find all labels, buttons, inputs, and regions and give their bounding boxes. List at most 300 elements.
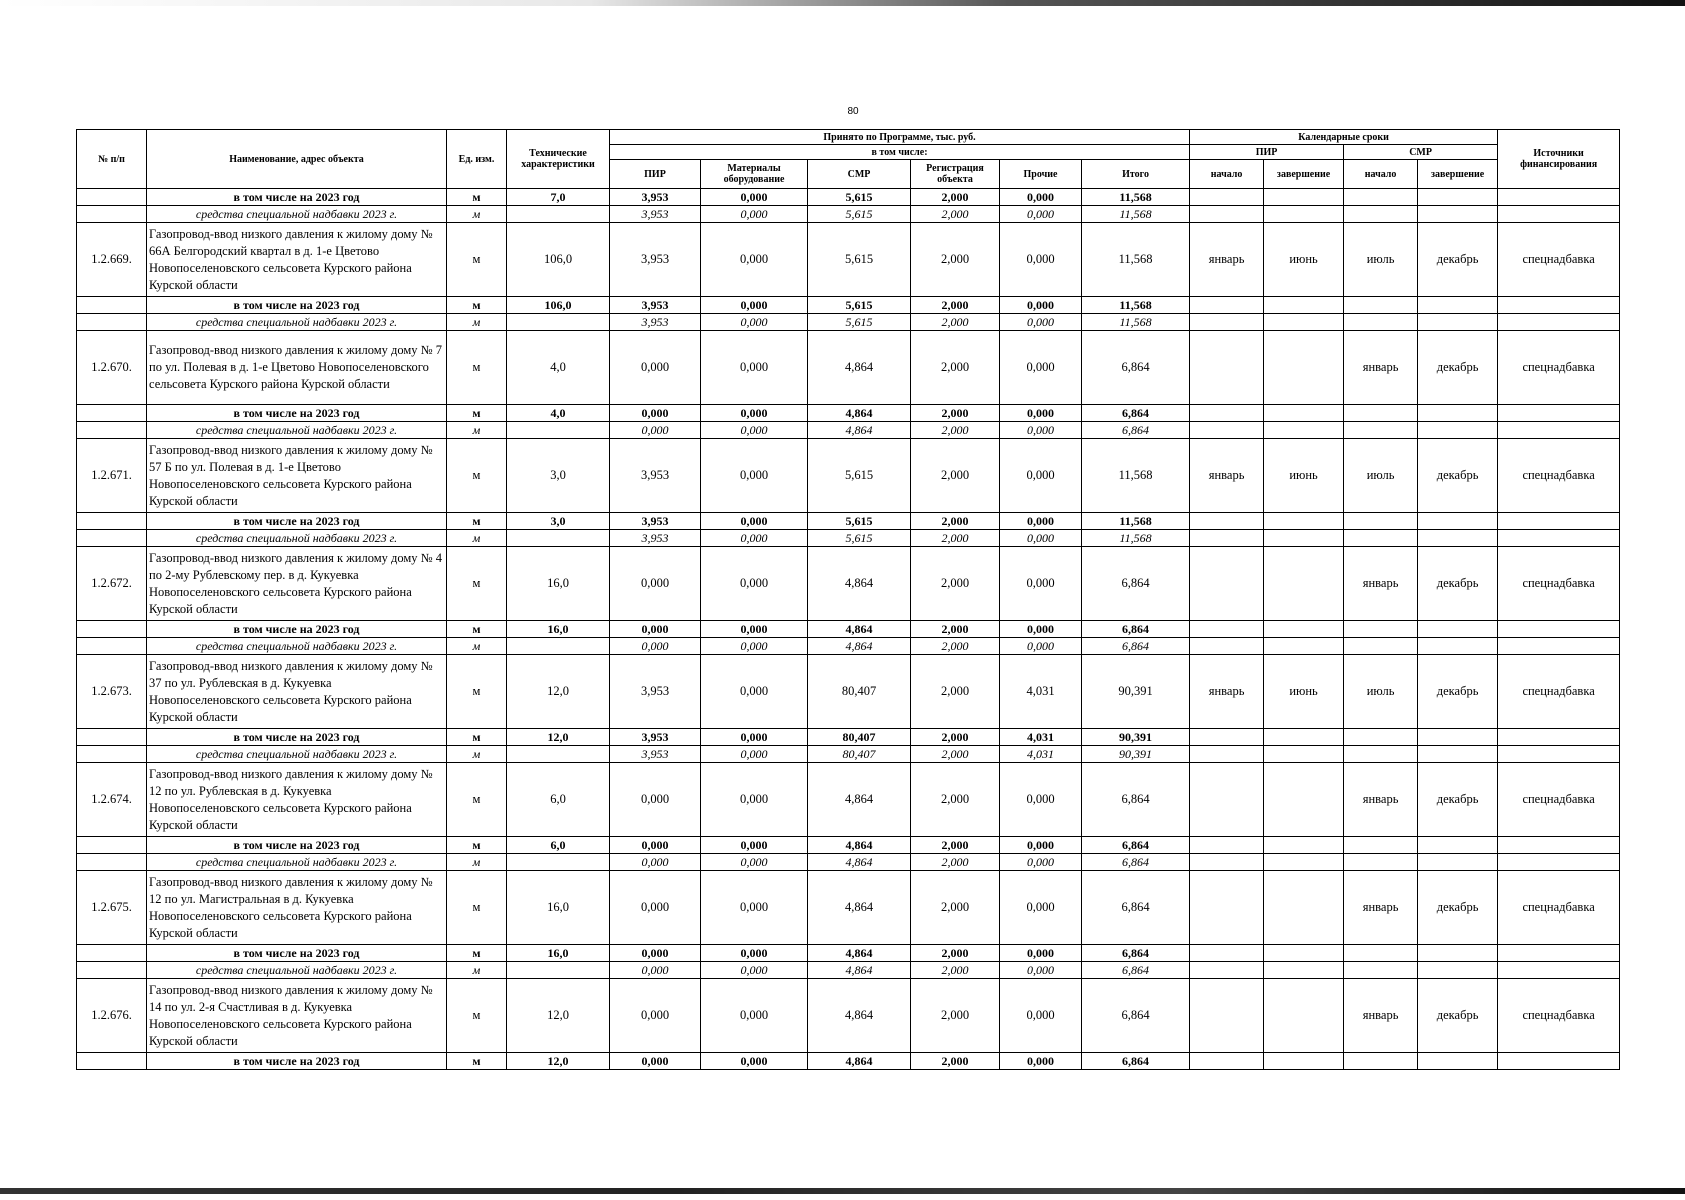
cost-smr: 4,864 bbox=[808, 331, 911, 405]
special-fund-row bbox=[77, 854, 1620, 871]
object-row bbox=[77, 439, 1620, 513]
empty-cell bbox=[1418, 638, 1498, 655]
empty-cell bbox=[1498, 189, 1620, 206]
empty-cell bbox=[1264, 530, 1344, 547]
calendar-smr-end: декабрь bbox=[1418, 763, 1498, 837]
funding-source: спецнадбавка bbox=[1498, 979, 1620, 1053]
empty-cell bbox=[1344, 189, 1418, 206]
empty-cell bbox=[1498, 837, 1620, 854]
row-number: 1.2.674. bbox=[77, 763, 147, 837]
cost-other: 0,000 bbox=[1000, 945, 1082, 962]
cost-pir: 0,000 bbox=[610, 763, 701, 837]
accepted-header: Принято по Программе, тыс. руб. bbox=[610, 130, 1190, 145]
cost-mat: 0,000 bbox=[701, 638, 808, 655]
empty-cell bbox=[1190, 314, 1264, 331]
cost-mat: 0,000 bbox=[701, 422, 808, 439]
row-number: 1.2.669. bbox=[77, 223, 147, 297]
empty-cell bbox=[1498, 206, 1620, 223]
tech-value bbox=[507, 638, 610, 655]
cost-reg: 2,000 bbox=[911, 331, 1000, 405]
cost-mat: 0,000 bbox=[701, 746, 808, 763]
cost-reg: 2,000 bbox=[911, 314, 1000, 331]
unit: м bbox=[447, 638, 507, 655]
unit: м bbox=[447, 871, 507, 945]
calendar-pir-start: январь bbox=[1190, 439, 1264, 513]
cost-mat: 0,000 bbox=[701, 945, 808, 962]
cost-reg: 2,000 bbox=[911, 854, 1000, 871]
tech-value: 106,0 bbox=[507, 297, 610, 314]
tech-value bbox=[507, 530, 610, 547]
empty-cell bbox=[1264, 638, 1344, 655]
calendar-pir-end bbox=[1264, 763, 1344, 837]
empty-cell bbox=[1418, 1053, 1498, 1070]
row-number bbox=[77, 962, 147, 979]
empty-cell bbox=[1190, 962, 1264, 979]
special-fund-label: средства специальной надбавки 2023 г. bbox=[147, 854, 447, 871]
empty-cell bbox=[1190, 422, 1264, 439]
empty-cell bbox=[1264, 854, 1344, 871]
calendar-smr-end: декабрь bbox=[1418, 331, 1498, 405]
cost-reg: 2,000 bbox=[911, 945, 1000, 962]
empty-cell bbox=[1190, 837, 1264, 854]
empty-cell bbox=[1190, 206, 1264, 223]
empty-cell bbox=[1418, 746, 1498, 763]
cost-smr: 4,864 bbox=[808, 763, 911, 837]
tech-value: 12,0 bbox=[507, 655, 610, 729]
cost-other: 0,000 bbox=[1000, 1053, 1082, 1070]
empty-cell bbox=[1264, 945, 1344, 962]
cost-reg: 2,000 bbox=[911, 746, 1000, 763]
subtotal-label: в том числе на 2023 год bbox=[147, 729, 447, 746]
row-number bbox=[77, 314, 147, 331]
empty-cell bbox=[1344, 297, 1418, 314]
subtotal-label: в том числе на 2023 год bbox=[147, 621, 447, 638]
cost-reg: 2,000 bbox=[911, 871, 1000, 945]
cost-smr: 5,615 bbox=[808, 530, 911, 547]
cost-reg: 2,000 bbox=[911, 655, 1000, 729]
special-fund-label: средства специальной надбавки 2023 г. bbox=[147, 962, 447, 979]
cost-pir: 0,000 bbox=[610, 638, 701, 655]
empty-cell bbox=[1264, 746, 1344, 763]
special-fund-row bbox=[77, 206, 1620, 223]
special-fund-label: средства специальной надбавки 2023 г. bbox=[147, 314, 447, 331]
empty-cell bbox=[1418, 297, 1498, 314]
empty-cell bbox=[1344, 314, 1418, 331]
cost-reg: 2,000 bbox=[911, 547, 1000, 621]
special-fund-label: средства специальной надбавки 2023 г. bbox=[147, 530, 447, 547]
cost-reg: 2,000 bbox=[911, 297, 1000, 314]
empty-cell bbox=[1264, 962, 1344, 979]
cost-mat: 0,000 bbox=[701, 405, 808, 422]
cost-other: 0,000 bbox=[1000, 513, 1082, 530]
scan-edge-top bbox=[0, 0, 1685, 6]
unit: м bbox=[447, 331, 507, 405]
empty-cell bbox=[1418, 189, 1498, 206]
empty-cell bbox=[1498, 314, 1620, 331]
cost-smr: 5,615 bbox=[808, 513, 911, 530]
cost-other: 0,000 bbox=[1000, 837, 1082, 854]
subtotal-label: в том числе на 2023 год bbox=[147, 1053, 447, 1070]
empty-cell bbox=[1190, 854, 1264, 871]
cost-smr: 4,864 bbox=[808, 979, 911, 1053]
cost-mat: 0,000 bbox=[701, 297, 808, 314]
object-name: Газопровод-ввод низкого давления к жилому дому № 4 по 2-му Рублевскому пер. в д. Кукуевка Новопоселеновского сельсовета Курского района Курской области bbox=[147, 547, 447, 621]
cost-mat: 0,000 bbox=[701, 979, 808, 1053]
scan-edge-bottom bbox=[0, 1188, 1685, 1194]
cost-reg: 2,000 bbox=[911, 206, 1000, 223]
cost-smr: 5,615 bbox=[808, 206, 911, 223]
subtotal-label: в том числе на 2023 год bbox=[147, 945, 447, 962]
cost-reg: 2,000 bbox=[911, 439, 1000, 513]
cal-pir-header: ПИР bbox=[1190, 145, 1344, 160]
cost-mat: 0,000 bbox=[701, 729, 808, 746]
unit: м bbox=[447, 314, 507, 331]
cost-reg: 2,000 bbox=[911, 837, 1000, 854]
cost-other: 0,000 bbox=[1000, 621, 1082, 638]
subtotal-label: в том числе на 2023 год bbox=[147, 405, 447, 422]
funding-source: спецнадбавка bbox=[1498, 331, 1620, 405]
funding-source: спецнадбавка bbox=[1498, 439, 1620, 513]
cost-total: 6,864 bbox=[1082, 962, 1190, 979]
year-subtotal-row bbox=[77, 837, 1620, 854]
cost-mat: 0,000 bbox=[701, 439, 808, 513]
row-number bbox=[77, 837, 147, 854]
funding-source: спецнадбавка bbox=[1498, 655, 1620, 729]
row-number bbox=[77, 1053, 147, 1070]
cost-other: 0,000 bbox=[1000, 962, 1082, 979]
cost-total: 6,864 bbox=[1082, 638, 1190, 655]
cost-pir: 0,000 bbox=[610, 962, 701, 979]
cost-mat: 0,000 bbox=[701, 871, 808, 945]
calendar-smr-start: январь bbox=[1344, 871, 1418, 945]
cost-mat: 0,000 bbox=[701, 547, 808, 621]
tech-value: 12,0 bbox=[507, 1053, 610, 1070]
col-pir-start-header: начало bbox=[1190, 160, 1264, 189]
cost-pir: 3,953 bbox=[610, 314, 701, 331]
cost-reg: 2,000 bbox=[911, 223, 1000, 297]
cost-other: 0,000 bbox=[1000, 979, 1082, 1053]
empty-cell bbox=[1418, 405, 1498, 422]
cost-total: 11,568 bbox=[1082, 189, 1190, 206]
cost-total: 90,391 bbox=[1082, 655, 1190, 729]
tech-value: 7,0 bbox=[507, 189, 610, 206]
unit: м bbox=[447, 547, 507, 621]
empty-cell bbox=[1344, 854, 1418, 871]
cost-other: 0,000 bbox=[1000, 206, 1082, 223]
row-number: 1.2.670. bbox=[77, 331, 147, 405]
row-number: 1.2.672. bbox=[77, 547, 147, 621]
cost-mat: 0,000 bbox=[701, 513, 808, 530]
funding-source: спецнадбавка bbox=[1498, 547, 1620, 621]
row-number bbox=[77, 621, 147, 638]
empty-cell bbox=[1190, 513, 1264, 530]
unit: м bbox=[447, 439, 507, 513]
empty-cell bbox=[1418, 729, 1498, 746]
empty-cell bbox=[1264, 729, 1344, 746]
cost-mat: 0,000 bbox=[701, 189, 808, 206]
cost-total: 6,864 bbox=[1082, 621, 1190, 638]
tech-value: 4,0 bbox=[507, 405, 610, 422]
tech-value bbox=[507, 314, 610, 331]
cost-pir: 3,953 bbox=[610, 206, 701, 223]
calendar-pir-start bbox=[1190, 763, 1264, 837]
cost-total: 6,864 bbox=[1082, 422, 1190, 439]
unit: м bbox=[447, 763, 507, 837]
empty-cell bbox=[1264, 422, 1344, 439]
tech-value: 16,0 bbox=[507, 621, 610, 638]
cost-other: 4,031 bbox=[1000, 746, 1082, 763]
calendar-smr-end: декабрь bbox=[1418, 871, 1498, 945]
object-row bbox=[77, 331, 1620, 405]
cost-reg: 2,000 bbox=[911, 1053, 1000, 1070]
cost-pir: 3,953 bbox=[610, 297, 701, 314]
cost-smr: 80,407 bbox=[808, 746, 911, 763]
cost-pir: 3,953 bbox=[610, 746, 701, 763]
cost-mat: 0,000 bbox=[701, 223, 808, 297]
tech-value: 12,0 bbox=[507, 979, 610, 1053]
cost-reg: 2,000 bbox=[911, 530, 1000, 547]
calendar-smr-start: июль bbox=[1344, 439, 1418, 513]
special-fund-row bbox=[77, 530, 1620, 547]
cost-smr: 80,407 bbox=[808, 655, 911, 729]
cost-smr: 5,615 bbox=[808, 189, 911, 206]
empty-cell bbox=[1344, 405, 1418, 422]
tech-value bbox=[507, 962, 610, 979]
cost-mat: 0,000 bbox=[701, 314, 808, 331]
special-fund-row bbox=[77, 746, 1620, 763]
empty-cell bbox=[1498, 854, 1620, 871]
row-number bbox=[77, 729, 147, 746]
col-name-header: Наименование, адрес объекта bbox=[147, 130, 447, 189]
cost-other: 0,000 bbox=[1000, 223, 1082, 297]
cost-pir: 3,953 bbox=[610, 530, 701, 547]
object-row bbox=[77, 979, 1620, 1053]
cost-total: 6,864 bbox=[1082, 837, 1190, 854]
row-number bbox=[77, 405, 147, 422]
calendar-smr-start: июль bbox=[1344, 223, 1418, 297]
cost-smr: 4,864 bbox=[808, 945, 911, 962]
empty-cell bbox=[1418, 206, 1498, 223]
cost-reg: 2,000 bbox=[911, 638, 1000, 655]
empty-cell bbox=[1344, 837, 1418, 854]
cost-mat: 0,000 bbox=[701, 530, 808, 547]
cost-pir: 0,000 bbox=[610, 621, 701, 638]
cost-mat: 0,000 bbox=[701, 837, 808, 854]
empty-cell bbox=[1344, 962, 1418, 979]
col-smr-end-header: завершение bbox=[1418, 160, 1498, 189]
cost-smr: 4,864 bbox=[808, 854, 911, 871]
empty-cell bbox=[1190, 1053, 1264, 1070]
empty-cell bbox=[1190, 729, 1264, 746]
cost-other: 0,000 bbox=[1000, 189, 1082, 206]
subtotal-label: в том числе на 2023 год bbox=[147, 837, 447, 854]
object-name: Газопровод-ввод низкого давления к жилому дому № 14 по ул. 2-я Счастливая в д. Кукуевка Новопоселеновского сельсовета Курского района Курской области bbox=[147, 979, 447, 1053]
unit: м bbox=[447, 297, 507, 314]
empty-cell bbox=[1418, 962, 1498, 979]
cost-other: 4,031 bbox=[1000, 729, 1082, 746]
object-row bbox=[77, 871, 1620, 945]
calendar-pir-start bbox=[1190, 547, 1264, 621]
cost-pir: 0,000 bbox=[610, 405, 701, 422]
calendar-pir-end bbox=[1264, 871, 1344, 945]
empty-cell bbox=[1344, 513, 1418, 530]
empty-cell bbox=[1190, 530, 1264, 547]
empty-cell bbox=[1190, 405, 1264, 422]
tech-value bbox=[507, 422, 610, 439]
empty-cell bbox=[1264, 206, 1344, 223]
cost-pir: 3,953 bbox=[610, 513, 701, 530]
empty-cell bbox=[1190, 746, 1264, 763]
year-subtotal-row bbox=[77, 513, 1620, 530]
cost-mat: 0,000 bbox=[701, 206, 808, 223]
col-pir-header: ПИР bbox=[610, 160, 701, 189]
year-subtotal-row bbox=[77, 1053, 1620, 1070]
cost-pir: 0,000 bbox=[610, 871, 701, 945]
empty-cell bbox=[1190, 297, 1264, 314]
cost-pir: 0,000 bbox=[610, 1053, 701, 1070]
empty-cell bbox=[1344, 945, 1418, 962]
cost-total: 11,568 bbox=[1082, 530, 1190, 547]
cost-pir: 0,000 bbox=[610, 547, 701, 621]
cost-other: 0,000 bbox=[1000, 763, 1082, 837]
unit: м bbox=[447, 655, 507, 729]
unit: м bbox=[447, 621, 507, 638]
empty-cell bbox=[1418, 513, 1498, 530]
object-name: Газопровод-ввод низкого давления к жилому дому № 66А Белгородский квартал в д. 1-е Цветово Новопоселеновского сельсовета Курского района Курской области bbox=[147, 223, 447, 297]
empty-cell bbox=[1264, 314, 1344, 331]
special-fund-row bbox=[77, 314, 1620, 331]
cost-total: 6,864 bbox=[1082, 405, 1190, 422]
col-tech-header: Технические характеристики bbox=[507, 130, 610, 189]
cost-total: 90,391 bbox=[1082, 729, 1190, 746]
empty-cell bbox=[1418, 314, 1498, 331]
cost-total: 6,864 bbox=[1082, 979, 1190, 1053]
cost-mat: 0,000 bbox=[701, 331, 808, 405]
calendar-pir-start bbox=[1190, 871, 1264, 945]
cost-mat: 0,000 bbox=[701, 763, 808, 837]
empty-cell bbox=[1344, 422, 1418, 439]
calendar-pir-start: январь bbox=[1190, 223, 1264, 297]
cost-smr: 4,864 bbox=[808, 547, 911, 621]
empty-cell bbox=[1344, 729, 1418, 746]
cost-smr: 5,615 bbox=[808, 223, 911, 297]
cost-reg: 2,000 bbox=[911, 513, 1000, 530]
calendar-pir-end: июнь bbox=[1264, 439, 1344, 513]
year-subtotal-row bbox=[77, 729, 1620, 746]
year-subtotal-row bbox=[77, 297, 1620, 314]
empty-cell bbox=[1498, 297, 1620, 314]
cost-pir: 3,953 bbox=[610, 223, 701, 297]
tech-value: 16,0 bbox=[507, 547, 610, 621]
cost-other: 0,000 bbox=[1000, 638, 1082, 655]
tech-value: 12,0 bbox=[507, 729, 610, 746]
empty-cell bbox=[1498, 422, 1620, 439]
subtotal-label: в том числе на 2023 год bbox=[147, 189, 447, 206]
row-number bbox=[77, 638, 147, 655]
cost-smr: 4,864 bbox=[808, 621, 911, 638]
table-header bbox=[77, 130, 1620, 189]
special-fund-row bbox=[77, 422, 1620, 439]
row-number bbox=[77, 945, 147, 962]
cost-total: 6,864 bbox=[1082, 854, 1190, 871]
year-subtotal-row bbox=[77, 945, 1620, 962]
object-name: Газопровод-ввод низкого давления к жилому дому № 7 по ул. Полевая в д. 1-е Цветово Новопоселеновского сельсовета Курского района Курской области bbox=[147, 331, 447, 405]
object-name: Газопровод-ввод низкого давления к жилому дому № 57 Б по ул. Полевая в д. 1-е Цветово Новопоселеновского сельсовета Курского района Курской области bbox=[147, 439, 447, 513]
cost-other: 0,000 bbox=[1000, 871, 1082, 945]
empty-cell bbox=[1190, 638, 1264, 655]
calendar-smr-end: декабрь bbox=[1418, 223, 1498, 297]
empty-cell bbox=[1344, 746, 1418, 763]
tech-value bbox=[507, 746, 610, 763]
cost-total: 6,864 bbox=[1082, 763, 1190, 837]
cost-pir: 0,000 bbox=[610, 945, 701, 962]
tech-value: 6,0 bbox=[507, 837, 610, 854]
unit: м bbox=[447, 422, 507, 439]
empty-cell bbox=[1264, 513, 1344, 530]
calendar-pir-end: июнь bbox=[1264, 223, 1344, 297]
cost-reg: 2,000 bbox=[911, 962, 1000, 979]
empty-cell bbox=[1344, 1053, 1418, 1070]
col-pir-end-header: завершение bbox=[1264, 160, 1344, 189]
empty-cell bbox=[1264, 837, 1344, 854]
empty-cell bbox=[1190, 621, 1264, 638]
unit: м bbox=[447, 962, 507, 979]
unit: м bbox=[447, 530, 507, 547]
empty-cell bbox=[1344, 638, 1418, 655]
calendar-smr-start: июль bbox=[1344, 655, 1418, 729]
tech-value: 16,0 bbox=[507, 945, 610, 962]
cost-smr: 4,864 bbox=[808, 1053, 911, 1070]
cost-total: 11,568 bbox=[1082, 297, 1190, 314]
cost-smr: 4,864 bbox=[808, 405, 911, 422]
cost-pir: 3,953 bbox=[610, 439, 701, 513]
empty-cell bbox=[1498, 945, 1620, 962]
special-fund-row bbox=[77, 962, 1620, 979]
col-num-header: № п/п bbox=[77, 130, 147, 189]
empty-cell bbox=[1264, 189, 1344, 206]
row-number bbox=[77, 854, 147, 871]
cost-total: 6,864 bbox=[1082, 331, 1190, 405]
cost-smr: 4,864 bbox=[808, 871, 911, 945]
unit: м bbox=[447, 1053, 507, 1070]
cost-other: 0,000 bbox=[1000, 314, 1082, 331]
empty-cell bbox=[1190, 945, 1264, 962]
calendar-smr-end: декабрь bbox=[1418, 979, 1498, 1053]
funding-source: спецнадбавка bbox=[1498, 763, 1620, 837]
row-number bbox=[77, 297, 147, 314]
object-row bbox=[77, 655, 1620, 729]
cost-reg: 2,000 bbox=[911, 979, 1000, 1053]
empty-cell bbox=[1418, 837, 1498, 854]
calendar-smr-end: декабрь bbox=[1418, 439, 1498, 513]
tech-value bbox=[507, 854, 610, 871]
empty-cell bbox=[1418, 530, 1498, 547]
cost-total: 6,864 bbox=[1082, 1053, 1190, 1070]
unit: м bbox=[447, 729, 507, 746]
tech-value: 3,0 bbox=[507, 513, 610, 530]
calendar-smr-start: январь bbox=[1344, 547, 1418, 621]
cost-pir: 3,953 bbox=[610, 655, 701, 729]
calendar-smr-end: декабрь bbox=[1418, 547, 1498, 621]
cost-total: 11,568 bbox=[1082, 439, 1190, 513]
row-number: 1.2.671. bbox=[77, 439, 147, 513]
cost-smr: 4,864 bbox=[808, 837, 911, 854]
special-fund-label: средства специальной надбавки 2023 г. bbox=[147, 638, 447, 655]
row-number bbox=[77, 422, 147, 439]
cost-mat: 0,000 bbox=[701, 621, 808, 638]
col-registration-header: Регистрация объекта bbox=[911, 160, 1000, 189]
empty-cell bbox=[1498, 405, 1620, 422]
